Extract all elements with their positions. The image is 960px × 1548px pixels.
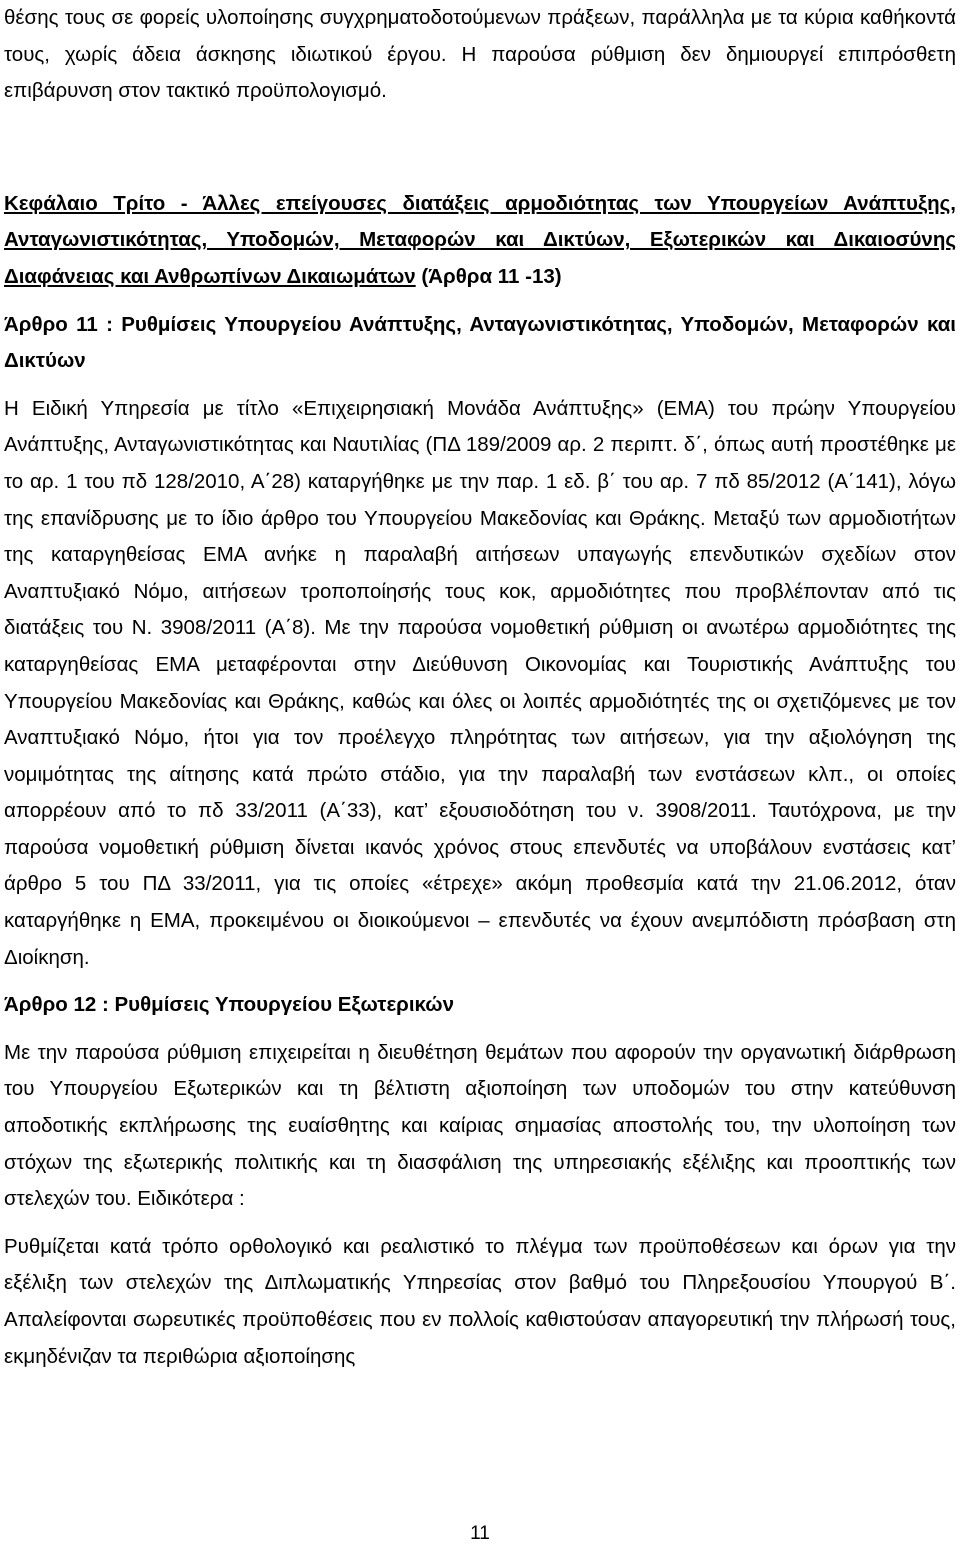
article-12-body-1: Με την παρούσα ρύθμιση επιχειρείται η διευθέτηση θεμάτων που αφορούν την οργανωτική διάρθρωση του Υπουργείου Εξωτερικών και τη βέλτιστη αξιοποίηση των υποδομών του στην κατεύθυνση αποδοτικής εκπλήρωσης της ευαίσθητης και καίριας σημασίας αποστολής του, την υλοποίηση των στόχων της εξωτερικής πολιτικής και τη διασφάλιση της υπηρεσιακής εξέλιξης και προοπτικής των στελεχών του. Ειδικότερα :	[4, 1040, 956, 1211]
page-number: 11	[470, 1523, 490, 1544]
article-11-heading: Άρθρο 11 : Ρυθμίσεις Υπουργείου Ανάπτυξης, Ανταγωνιστικότητας, Υποδομών, Μεταφορών και Δικτύων	[4, 312, 956, 373]
chapter-articles-range: (Άρθρα 11 -13)	[415, 264, 562, 288]
document-page	[4, 0, 956, 1375]
article-11-body: Η Ειδική Υπηρεσία με τίτλο «Επιχειρησιακή Μονάδα Ανάπτυξης» (ΕΜΑ) του πρώην Υπουργείου Ανάπτυξης, Ανταγωνιστικότητας και Ναυτιλίας (ΠΔ 189/2009 αρ. 2 περιπτ. δ΄, όπως αυτή προστέθηκε με το αρ. 1 του πδ 128/2010, Α΄28) καταργήθηκε με την παρ. 1 εδ. β΄ του αρ. 7 πδ 85/2012 (Α΄141), λόγω της επανίδρυσης με το ίδιο άρθρο του Υπουργείου Μακεδονίας και Θράκης. Μεταξύ των αρμοδιοτήτων της καταργηθείσας ΕΜΑ ανήκε η παραλαβή αιτήσεων υπαγωγής επενδυτικών σχεδίων στον Αναπτυξιακό Νόμο, αιτήσεων τροποποίησής τους κοκ, αρμοδιότητες που προβλέπονταν από τις διατάξεις του Ν. 3908/2011 (Α΄8). Με την παρούσα νομοθετική ρύθμιση οι ανωτέρω αρμοδιότητες της καταργηθείσας ΕΜΑ μεταφέρονται στην Διεύθυνση Οικονομίας και Τουριστικής Ανάπτυξης του Υπουργείου Μακεδονίας και Θράκης, καθώς και όλες οι λοιπές αρμοδιότητές της οι σχετιζόμενες με τον Αναπτυξιακό Νόμο, ήτοι για τον προέλεγχο πληρότητας των αιτήσεων, για την αξιολόγηση της νομιμότητας της αίτησης κατά πρώτο στάδιο, για την παραλαβή των ενστάσεων κλπ., οι οποίες απορρέουν από το πδ 33/2011 (Α΄33), κατ’ εξουσιοδότηση του ν. 3908/2011. Ταυτόχρονα, με την παρούσα νομοθετική ρύθμιση δίνεται ικανός χρόνος στους επενδυτές να υποβάλουν ενστάσεις κατ’ άρθρο 5 του ΠΔ 33/2011, για τις οποίες «έτρεχε» ακόμη προθεσμία κατά την 21.06.2012, όταν καταργήθηκε η ΕΜΑ, προκειμένου οι διοικούμενοι – επενδυτές να έχουν ανεμπόδιστη πρόσβαση στη Διοίκηση.	[4, 396, 956, 969]
chapter-title: Κεφάλαιο Τρίτο - Άλλες επείγουσες διατάξεις αρμοδιότητας των Υπουργείων Ανάπτυξης, Ανταγωνιστικότητας, Υποδομών, Μεταφορών και Δικτύων, Εξωτερικών και Δικαιοσύνης Διαφάνειας και Ανθρωπίνων Δικαιωμάτων	[4, 191, 956, 288]
intro-paragraph: θέσης τους σε φορείς υλοποίησης συγχρηματοδοτούμενων πράξεων, παράλληλα με τα κύρια καθήκοντά τους, χωρίς άδεια άσκησης ιδιωτικού έργου. Η παρούσα ρύθμιση δεν δημιουργεί επιπρόσθετη επιβάρυνση στον τακτικό προϋπολογισμό.	[4, 6, 956, 103]
article-12-heading: Άρθρο 12 : Ρυθμίσεις Υπουργείου Εξωτερικών	[4, 993, 455, 1017]
chapter-heading	[4, 186, 956, 296]
article-12-body-2: Ρυθμίζεται κατά τρόπο ορθολογικό και ρεαλιστικό το πλέγμα των προϋποθέσεων και όρων για την εξέλιξη των στελεχών της Διπλωματικής Υπηρεσίας στον βαθμό του Πληρεξουσίου Υπουργού Β΄. Απαλείφονται σωρευτικές προϋποθέσεις που εν πολλοίς καθιστούσαν απαγορευτική την πλήρωσή τους, εκμηδένιζαν τα περιθώρια αξιοποίησης	[4, 1234, 956, 1368]
